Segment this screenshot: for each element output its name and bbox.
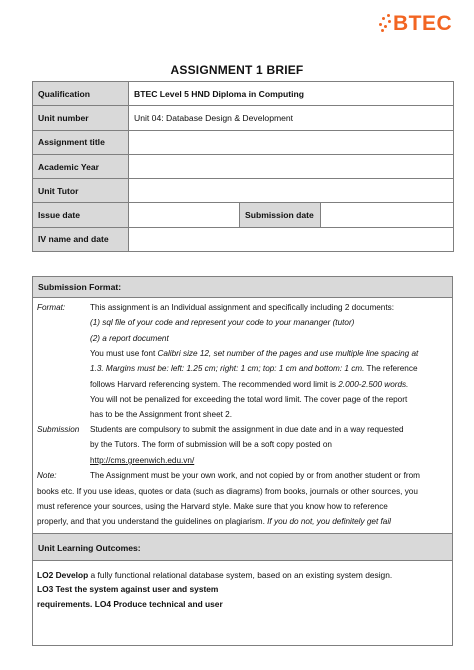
submission-line: Students are compulsory to submit the assignment in due date and in a way requested xyxy=(90,425,404,434)
assignment-title-label: Assignment title xyxy=(33,130,129,154)
format-line xyxy=(90,363,418,375)
row-unit-number xyxy=(33,106,454,130)
btec-logo xyxy=(378,9,452,37)
format-line: You will not be penalized for exceeding the total word limit. The cover page of the report xyxy=(90,395,408,404)
submission-date-label: Submission date xyxy=(240,203,321,227)
lo3-line: LO3 Test the system against user and system xyxy=(37,584,219,594)
submission-line: by the Tutors. The form of submission will be a soft copy posted on xyxy=(90,440,332,449)
logo-text: BTEC xyxy=(393,11,453,35)
note-line: The Assignment must be your own work, and not copied by or from another student or from xyxy=(90,471,420,480)
note-label: Note: xyxy=(37,471,57,480)
format-line: (2) a report document xyxy=(90,334,169,343)
iv-value[interactable] xyxy=(129,227,454,251)
format-line xyxy=(90,379,408,391)
page-title: ASSIGNMENT 1 BRIEF xyxy=(170,63,304,77)
issue-date-label: Issue date xyxy=(33,203,129,227)
unit-tutor-label: Unit Tutor xyxy=(33,179,129,203)
format-text-italic: Calibri size 12, set number of the pages and use multiple line spacing at xyxy=(157,349,419,358)
submission-heading: Submission Format: xyxy=(33,277,452,298)
iv-label: IV name and date xyxy=(33,227,129,251)
unit-number-value: Unit 04: Database Design & Development xyxy=(129,106,454,130)
lo4-line: requirements. LO4 Produce technical and user xyxy=(37,599,223,609)
note-line: books etc. If you use ideas, quotes or data (such as diagrams) from books, journals or other sources, you xyxy=(37,487,418,496)
lo2-code: LO2 Develop xyxy=(37,570,89,580)
row-dates xyxy=(33,203,454,227)
row-iv xyxy=(33,227,454,251)
note-line xyxy=(37,516,391,528)
row-qualification xyxy=(33,82,454,106)
format-text: follows Harvard referencing system. The recommended word limit is xyxy=(90,380,339,389)
unit-tutor-value[interactable] xyxy=(129,179,454,203)
note-text-italic: If you do not, you definitely get fail xyxy=(267,517,391,526)
format-line: has to be the Assignment front sheet 2. xyxy=(90,410,233,419)
unit-number-label: Unit number xyxy=(33,106,129,130)
lo2-text: a fully functional relational database system, based on an existing system design. xyxy=(88,570,393,580)
assignment-title-value[interactable] xyxy=(129,130,454,154)
academic-year-label: Academic Year xyxy=(33,154,129,178)
issue-date-value[interactable] xyxy=(129,203,240,227)
qualification-value: BTEC Level 5 HND Diploma in Computing xyxy=(129,82,454,106)
format-line xyxy=(90,348,418,360)
submission-date-value[interactable] xyxy=(321,203,454,227)
cms-link[interactable]: http://cms.greenwich.edu.vn/ xyxy=(90,456,195,465)
note-text: properly, and that you understand the guidelines on plagiarism. xyxy=(37,517,268,526)
assignment-info-table xyxy=(32,81,454,252)
format-label: Format: xyxy=(37,303,66,312)
format-line: This assignment is an Individual assignment and specifically including 2 documents: xyxy=(90,303,395,312)
format-line: (1) sql file of your code and represent your code to your mananger (tutor) xyxy=(90,318,355,327)
note-line: must reference your sources, using the Harvard style. Make sure that you know how to reference xyxy=(37,502,388,511)
submission-section xyxy=(32,276,453,646)
row-unit-tutor xyxy=(33,179,454,203)
format-text-italic: 1.3. Margins must be: left: 1.25 cm; right: 1 cm; top: 1 cm and bottom: 1 cm. xyxy=(90,364,365,373)
qualification-label: Qualification xyxy=(33,82,129,106)
format-text: The reference xyxy=(364,364,418,373)
submission-label: Submission xyxy=(37,425,80,434)
row-academic-year xyxy=(33,154,454,178)
logo-dots-icon xyxy=(378,13,392,33)
format-text: You must use font xyxy=(90,349,158,358)
learning-outcomes-heading: Unit Learning Outcomes: xyxy=(33,533,452,561)
format-text-italic: 2.000-2.500 words. xyxy=(338,380,409,389)
academic-year-value[interactable] xyxy=(129,154,454,178)
row-assignment-title xyxy=(33,130,454,154)
lo2-line xyxy=(37,570,392,580)
